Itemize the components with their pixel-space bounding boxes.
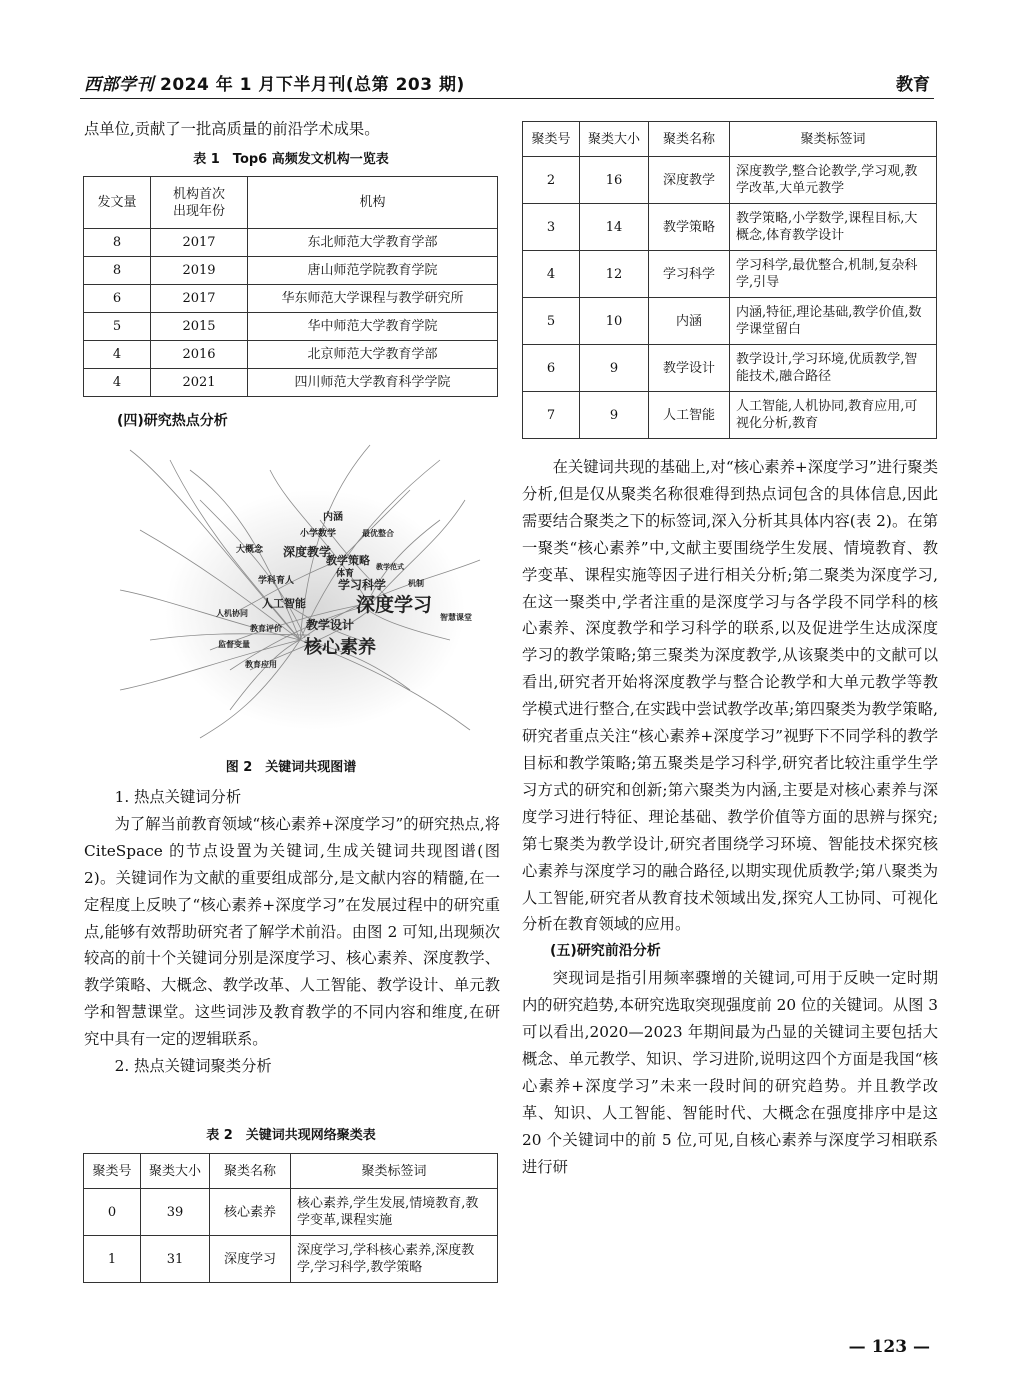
- table1-header: 机构首次 出现年份: [151, 177, 248, 229]
- keyword-node: 教学设计: [306, 618, 355, 632]
- table1-header: 发文量: [84, 177, 151, 229]
- figure2-keyword-map: [110, 440, 490, 740]
- table2-header: 聚类号: [523, 122, 580, 157]
- table-cell: 核心素养: [210, 1189, 291, 1236]
- keyword-node: 教学范式: [376, 563, 404, 571]
- table-cell: 6: [523, 345, 580, 392]
- keyword-node: 深度学习: [356, 594, 433, 616]
- table1-header: 机构: [248, 177, 498, 229]
- paragraph-cluster-analysis: 在关键词共现的基础上,对“核心素养+深度学习”进行聚类分析,但是仅从聚类名称很难得到热点词包含的具体信息,因此需要结合聚类之下的标签词,深入分析其具体内容(表 2)。在第一聚类“核心素养”中,文献主要围绕学生发展、情境教育、教学变革、课程实施等因子进行相关分析;第二聚类为深度学习,在这一聚类中,学者注重的是深度学习与各学段不同学科的核心素养、深度教学和学习科学的联系,以及促进学生达成深度学习的教学策略;第三聚类为深度教学,从该聚类中的文献可以看出,研究者开始将深度教学与整合论教学和大单元教学等教学模式进行整合,在实践中尝试教学改革;第四聚类为教学策略,研究者重点关注“核心素养+深度学习”视野下不同学科的教学目标和教学策略;第五聚类是学习科学,研究者比较注重学生学习方式的研究和创新;第六聚类为内涵,主要是对核心素养与深度学习进行特征、理论基础、教学价值等方面的思辨与探究;第七聚类为教学设计,研究者围绕学习环境、智能技术探究核心素养与深度学习的融合路径,以期实现优质教学;第八聚类为人工智能,研究者从教育技术领域出发,探究人工协同、可视化分析在教育领域的应用。: [522, 458, 938, 934]
- table2-part2: [522, 121, 937, 439]
- table-cell: 10: [580, 298, 649, 345]
- table-cell: 8: [84, 229, 151, 257]
- journal-name: 西部学刊: [84, 75, 154, 95]
- table2-header: 聚类标签词: [730, 122, 937, 157]
- table-row: [523, 204, 937, 251]
- keyword-node: 体育: [336, 569, 355, 579]
- table1: [83, 176, 498, 397]
- table-row: [84, 285, 498, 313]
- keyword-node: 智慧课堂: [440, 613, 472, 622]
- table-cell: 人工智能,人机协同,教育应用,可视化分析,教育: [730, 392, 937, 439]
- running-header-left: [84, 70, 465, 95]
- keyword-node: 学习科学: [338, 578, 387, 592]
- keyword-node: 小学数学: [300, 529, 337, 539]
- table-row: [523, 392, 937, 439]
- table-cell: 9: [580, 392, 649, 439]
- table-cell: 39: [141, 1189, 210, 1236]
- keyword-node: 教学策略: [326, 554, 370, 567]
- table-cell: 学习科学,最优整合,机制,复杂科学,引导: [730, 251, 937, 298]
- table-cell: 华东师范大学课程与教学研究所: [248, 285, 498, 313]
- subheading-hot-keywords: 1. 热点关键词分析: [114, 788, 242, 806]
- keyword-node: 最优整合: [362, 529, 394, 538]
- table-row: [84, 313, 498, 341]
- keyword-node: 大概念: [236, 545, 264, 555]
- table-cell: 人工智能: [649, 392, 730, 439]
- table-cell: 31: [141, 1236, 210, 1283]
- table-cell: 14: [580, 204, 649, 251]
- table-cell: 1: [84, 1236, 141, 1283]
- table2-header: 聚类号: [84, 1154, 141, 1189]
- table-row: [523, 298, 937, 345]
- page-number: — 123 —: [848, 1337, 930, 1357]
- table-cell: 4: [84, 341, 151, 369]
- keyword-node: 教育评价: [250, 624, 282, 633]
- table-cell: 6: [84, 285, 151, 313]
- table-cell: 教学策略,小学数学,课程目标,大概念,体育教学设计: [730, 204, 937, 251]
- table-cell: 12: [580, 251, 649, 298]
- table-cell: 3: [523, 204, 580, 251]
- table-cell: 4: [523, 251, 580, 298]
- table-row: [523, 345, 937, 392]
- table-row: [523, 251, 937, 298]
- section-name: 教育: [896, 75, 930, 95]
- table-cell: 四川师范大学教育科学学院: [248, 369, 498, 397]
- table-cell: 16: [580, 157, 649, 204]
- table2-header: 聚类名称: [210, 1154, 291, 1189]
- table-cell: 北京师范大学教育学部: [248, 341, 498, 369]
- table-cell: 深度教学: [649, 157, 730, 204]
- header-rule: [80, 98, 934, 99]
- table-cell: 深度学习,学科核心素养,深度教学,学习科学,教学策略: [291, 1236, 498, 1283]
- paragraph-hot-keywords: 为了解当前教育领域“核心素养+深度学习”的研究热点,将 CiteSpace 的节点设置为关键词,生成关键词共现图谱(图 2)。关键词作为文献的重要组成部分,是文献内容的精髓,在一定程度上反映了“核心素养+深度学习”在发展过程中的研究重点,能够有效帮助研究者了解学术前沿。由图 2 可知,出现频次较高的前十个关键词分别是深度学习、核心素养、深度教学、教学策略、大概念、教学改革、人工智能、教学设计、单元教学和智慧课堂。这些词涉及教育教学的不同内容和维度,在研究中具有一定的逻辑联系。: [84, 814, 500, 1049]
- keyword-node: 人工智能: [262, 597, 306, 610]
- table-cell: 0: [84, 1189, 141, 1236]
- table-cell: 5: [523, 298, 580, 345]
- keyword-node: 学科育人: [258, 576, 295, 586]
- keyword-node: 机制: [408, 579, 424, 588]
- table-cell: 2021: [151, 369, 248, 397]
- table-cell: 8: [84, 257, 151, 285]
- table-cell: 深度学习: [210, 1236, 291, 1283]
- keyword-node: 深度教学: [283, 545, 332, 559]
- right-column-body: [522, 454, 938, 1180]
- table-row: [523, 157, 937, 204]
- table2-header: 聚类大小: [580, 122, 649, 157]
- figure2-caption: 图 2 关键词共现图谱: [225, 760, 357, 775]
- table-cell: 东北师范大学教育学部: [248, 229, 498, 257]
- paragraph-continued: 点单位,贡献了一批高质量的前沿学术成果。: [84, 120, 380, 138]
- table-cell: 2: [523, 157, 580, 204]
- table-cell: 唐山师范学院教育学院: [248, 257, 498, 285]
- table2-header-row: [84, 1154, 498, 1189]
- section4-title: (四)研究热点分析: [117, 413, 228, 429]
- table-cell: 2017: [151, 285, 248, 313]
- figure2-graph: [110, 440, 490, 740]
- table-cell: 2015: [151, 313, 248, 341]
- table-cell: 华中师范大学教育学院: [248, 313, 498, 341]
- keyword-node: 监督变量: [218, 640, 250, 649]
- table-row: [84, 341, 498, 369]
- table2-header-row: [523, 122, 937, 157]
- table-cell: 9: [580, 345, 649, 392]
- table-cell: 4: [84, 369, 151, 397]
- table-row: [84, 369, 498, 397]
- table-cell: 深度教学,整合论教学,学习观,教学改革,大单元教学: [730, 157, 937, 204]
- table-cell: 学习科学: [649, 251, 730, 298]
- table1-caption: 表 1 Top6 高频发文机构一览表: [193, 152, 389, 167]
- table-cell: 7: [523, 392, 580, 439]
- table-cell: 教学设计: [649, 345, 730, 392]
- table-cell: 5: [84, 313, 151, 341]
- table-row: [84, 1236, 498, 1283]
- left-column-body: [84, 784, 500, 1080]
- table-row: [84, 1189, 498, 1236]
- subheading-cluster-analysis: 2. 热点关键词聚类分析: [114, 1057, 272, 1076]
- table1-header-row: [84, 177, 498, 229]
- table-cell: 教学设计,学习环境,优质教学,智能技术,融合路径: [730, 345, 937, 392]
- table2-part1: [83, 1153, 498, 1283]
- table2-header: 聚类名称: [649, 122, 730, 157]
- keyword-node: 教育应用: [245, 660, 277, 669]
- section5-title: (五)研究前沿分析: [550, 943, 661, 960]
- paragraph-frontier-analysis: 突现词是指引用频率骤增的关键词,可用于反映一定时期内的研究趋势,本研究选取突现强度前 20 位的关键词。从图 3 可以看出,2020—2023 年期间最为凸显的关键词主要包括大概念、单元教学、知识、学习进阶,说明这四个方面是我国“核心素养+深度学习”未来一段时间的研究趋势。并且教学改革、知识、人工智能、智能时代、大概念在强度排序中是这 20 个关键词中的前 5 位,可见,自核心素养与深度学习相联系进行研: [522, 969, 938, 1176]
- table2-caption: 表 2 关键词共现网络聚类表: [206, 1128, 376, 1143]
- table-cell: 教学策略: [649, 204, 730, 251]
- keyword-node: 内涵: [323, 512, 343, 523]
- keyword-node: 核心素养: [304, 637, 376, 658]
- table-cell: 2017: [151, 229, 248, 257]
- table-cell: 核心素养,学生发展,情境教育,教学变革,课程实施: [291, 1189, 498, 1236]
- table-cell: 2019: [151, 257, 248, 285]
- table-row: [84, 229, 498, 257]
- keyword-node: 人机协同: [216, 609, 248, 618]
- table2-header: 聚类标签词: [291, 1154, 498, 1189]
- table-cell: 内涵: [649, 298, 730, 345]
- left-column-top: [84, 116, 500, 143]
- issue-info: 2024 年 1 月下半月刊(总第 203 期): [160, 75, 465, 95]
- table-cell: 2016: [151, 341, 248, 369]
- table-row: [84, 257, 498, 285]
- table-cell: 内涵,特征,理论基础,教学价值,数学课堂留白: [730, 298, 937, 345]
- table2-header: 聚类大小: [141, 1154, 210, 1189]
